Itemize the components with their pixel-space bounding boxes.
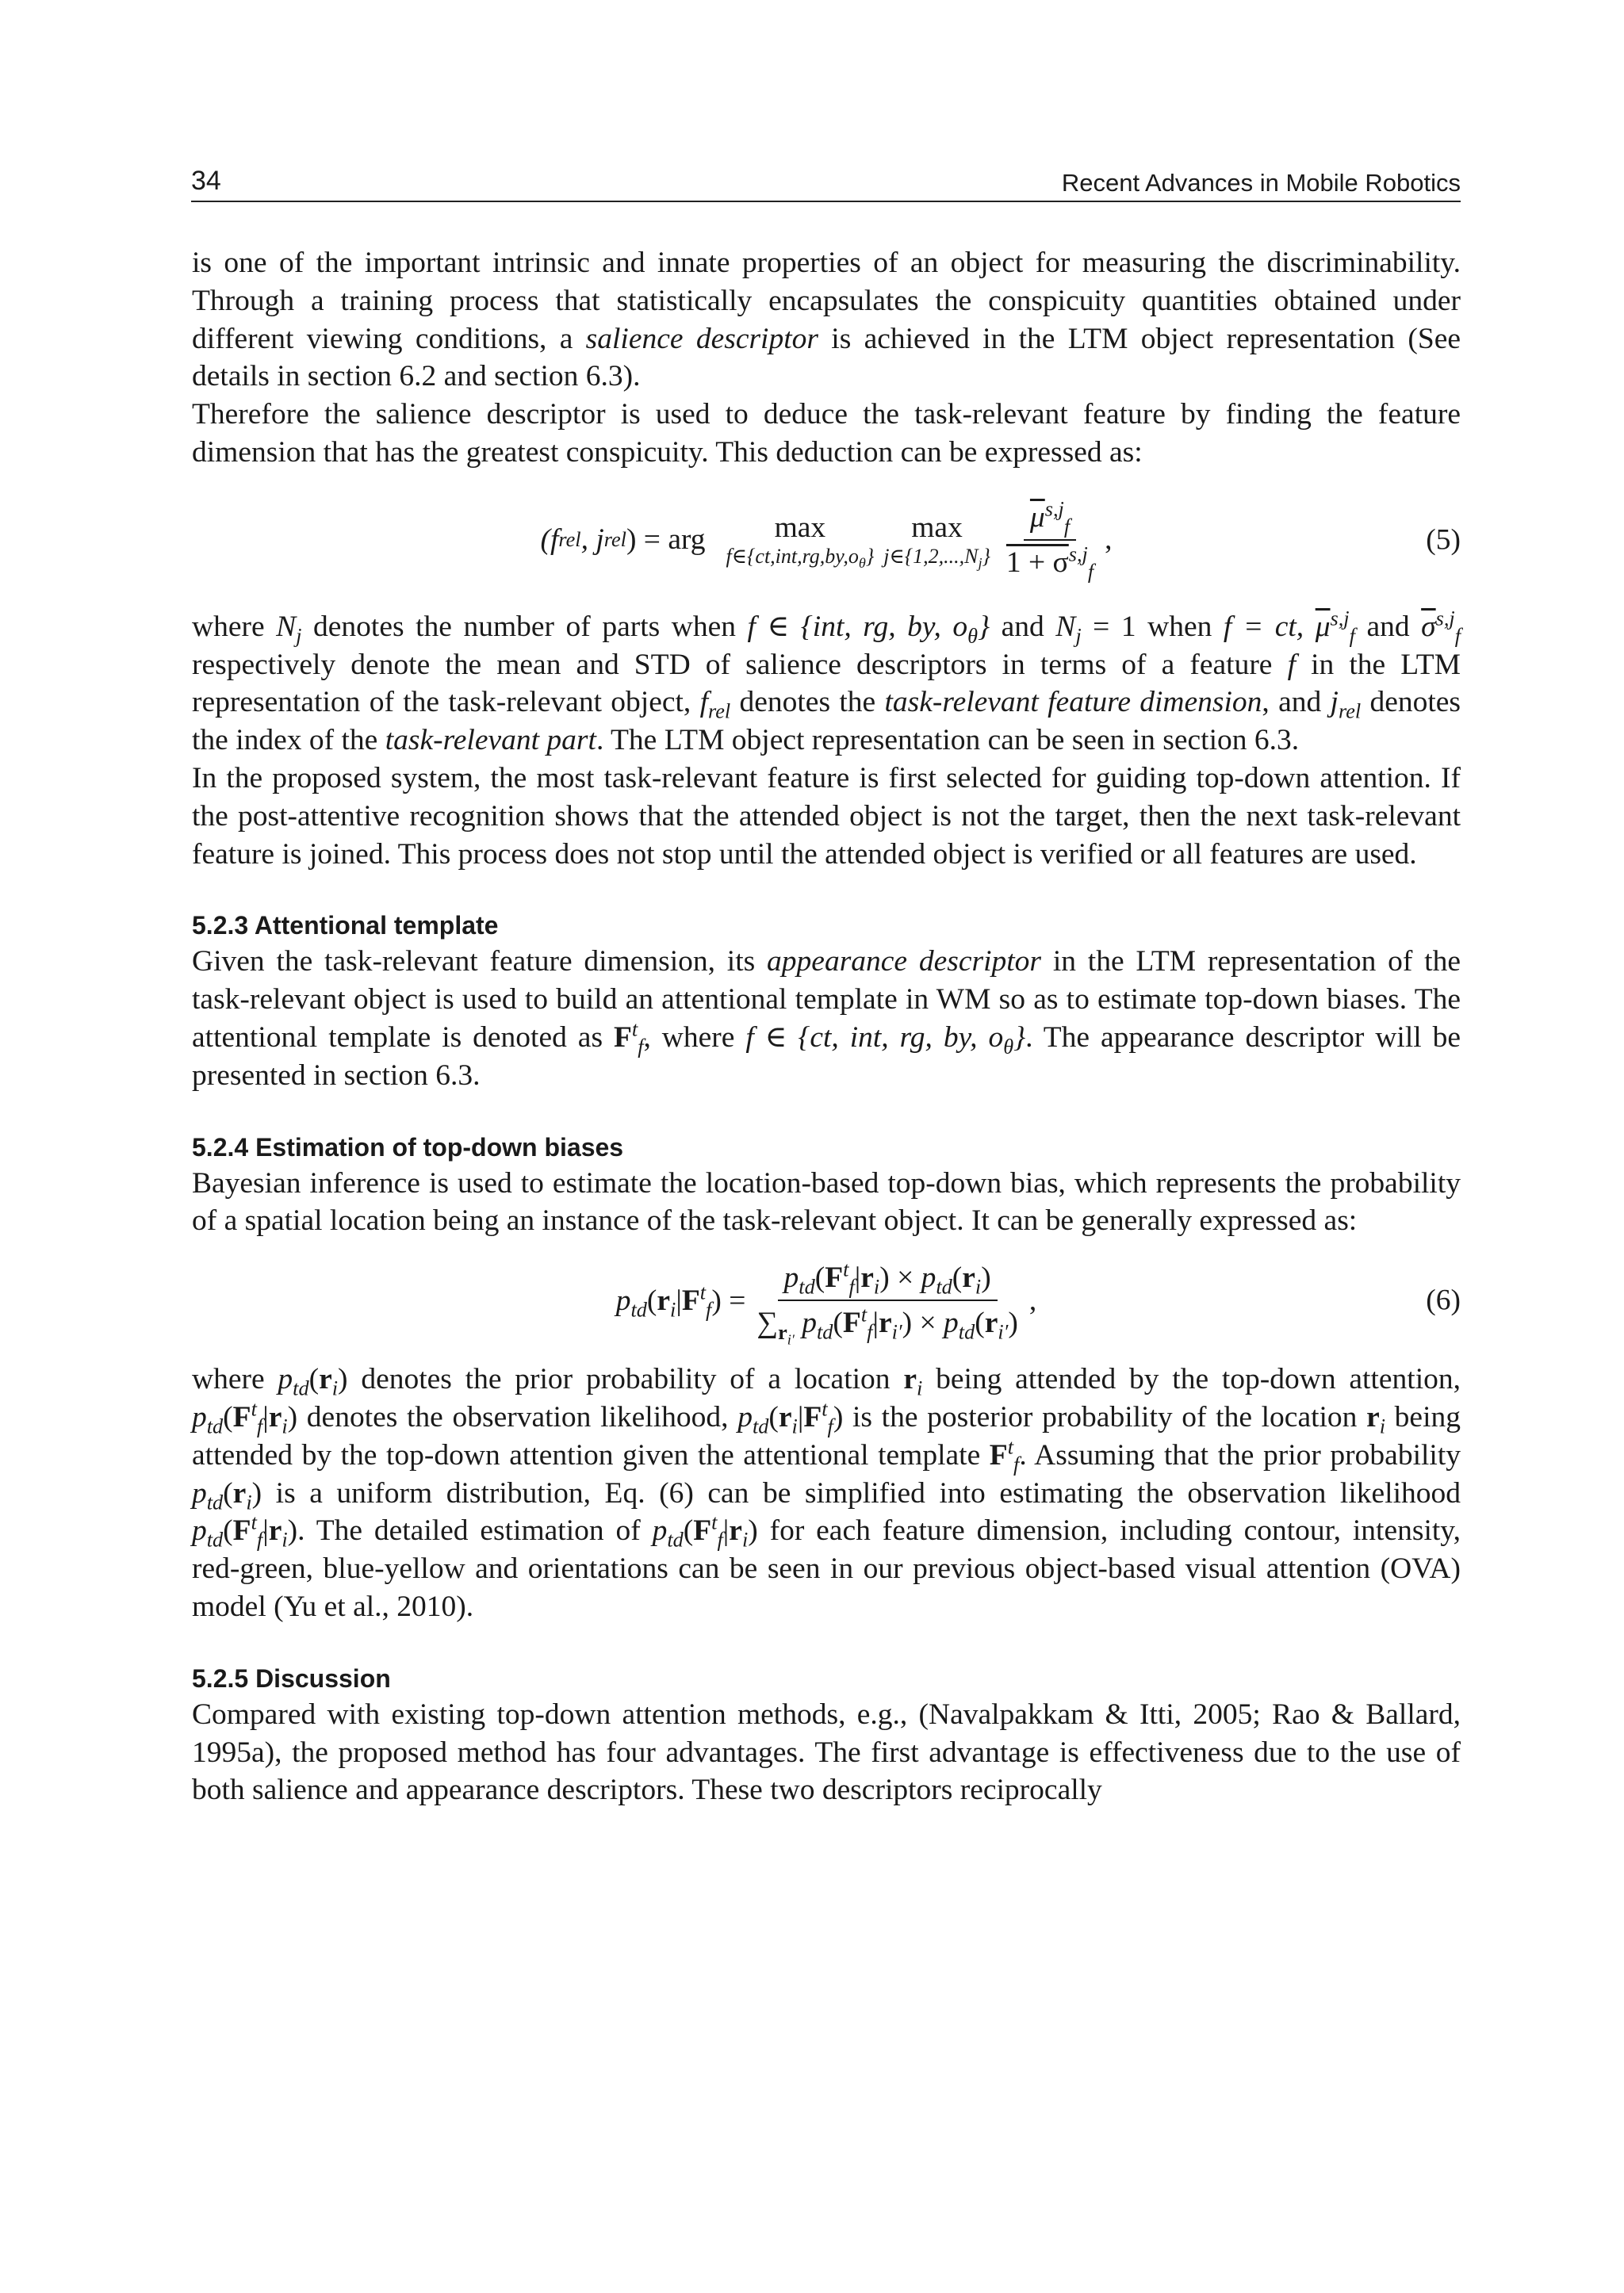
paragraph-where-6: where $p_{td}(r_i)$ denotes the prior probability of a location $r_i$ being attended by the top-down attention, $p_{td}(F^t_f|r_i)$ denotes the observation likelihood, $p_{td}(r_i|F^t_f)$ is the posterior probability of the location $r_i$ being attended by the top-down attention given the attentional template $F^t_f$. Assuming that the prior probability $p_{td}(r_i)$ is a uniform distribution, Eq. (6) can be simplified into estimating the observation likelihood $p_{td}(F^t_f|r_i)$. The detailed estimation of $p_{td}(F^t_f|r_i)$ for each feature dimension, including contour, intensity, red-green, blue-yellow and orientations can be seen in our previous object-based visual attention (OVA) model (Yu et al., 2010). (192, 1363, 1461, 1623)
paragraph-attentional-template: Given the task-relevant feature dimension, its appearance descriptor in the LTM representation of the task-relevant object is used to build an attentional template in WM so as to estimate top-down biases. The attentional template is denoted as $F^t_f$, where f ∈ {ct, int, rg, by, $o_\theta$}. The appearance descriptor will be presented in section 6.3. (192, 945, 1461, 1092)
paragraph-deduction: Therefore the salience descriptor is used to deduce the task-relevant feature by finding the feature dimension that has the greatest conspicuity. This deduction can be expressed as: (192, 398, 1461, 469)
page-number: 34 (191, 166, 221, 196)
section-heading-5-2-4: 5.2.4 Estimation of top-down biases (192, 1132, 624, 1162)
running-header (191, 163, 1461, 202)
equation-5: (f rel , j rel ) = arg max $f\in\{ct,int,rg,by,o_\theta\}$ max $j\in\{1,2,...,N_j\}$ $\frac{\overline{\mu}^{s,j}_f}{1 + \sigma^{s,j}_f}$ , (5) (540, 497, 1461, 584)
equation-number-6: (6) (1426, 1284, 1461, 1317)
equation-6: $p_{td}(r_i|F^t_f)$ = $\frac{p_{td}(F^t_f|r_i) \times p_{td}(r_i)}{\sum_{r_{i'}} p_{td}(F^t_f|r_{i'}) \times p_{td}(r_{i'})}$ , (6) (615, 1258, 1461, 1347)
section-heading-5-2-3: 5.2.3 Attentional template (192, 911, 499, 940)
salience-descriptor-term: salience descriptor (585, 322, 818, 355)
equation-number-5: (5) (1426, 523, 1461, 557)
section-heading-5-2-5: 5.2.5 Discussion (192, 1663, 391, 1693)
paragraph-where-5: where $N_j$ denotes the number of parts when f ∈ {int, rg, by, $o_\theta$} and $N_j = 1$ when f = ct, $\overline{\mu}^{s,j}_f$ and $\overline{\sigma}^{s,j}_f$ respectively denote the mean and STD of salience descriptors in terms of a feature f in the LTM representation of the task-relevant object, $f_{rel}$ denotes the task-relevant feature dimension, and $j_{rel}$ denotes the index of the task-relevant part. The LTM object representation can be seen in section 6.3. (192, 607, 1461, 757)
paragraph-selection: In the proposed system, the most task-relevant feature is first selected for guiding top-down attention. If the post-attentive recognition shows that the attended object is not the target, then the next task-relevant feature is joined. This process does not stop until the attended object is verified or all features are used. (192, 761, 1461, 871)
page-body (192, 244, 1461, 1809)
paragraph-discussion: Compared with existing top-down attention methods, e.g., (Navalpakkam & Itti, 2005; Rao & Ballard, 1995a), the proposed method has four advantages. The first advantage is effectiveness due to the use of both salience and appearance descriptors. These two descriptors reciprocally (192, 1698, 1461, 1807)
running-title: Recent Advances in Mobile Robotics (1061, 169, 1461, 197)
paragraph-intro: is one of the important intrinsic and innate properties of an object for measuring the discriminability. Through a training process that statistically encapsulates the conspicuity quantities obtained under different viewing conditions, a salience descriptor is achieved in the LTM object representation (See details in section 6.2 and section 6.3). (192, 247, 1461, 393)
paragraph-bayesian: Bayesian inference is used to estimate the location-based top-down bias, which represents the probability of a spatial location being an instance of the task-relevant object. It can be generally expressed as: (192, 1166, 1461, 1238)
